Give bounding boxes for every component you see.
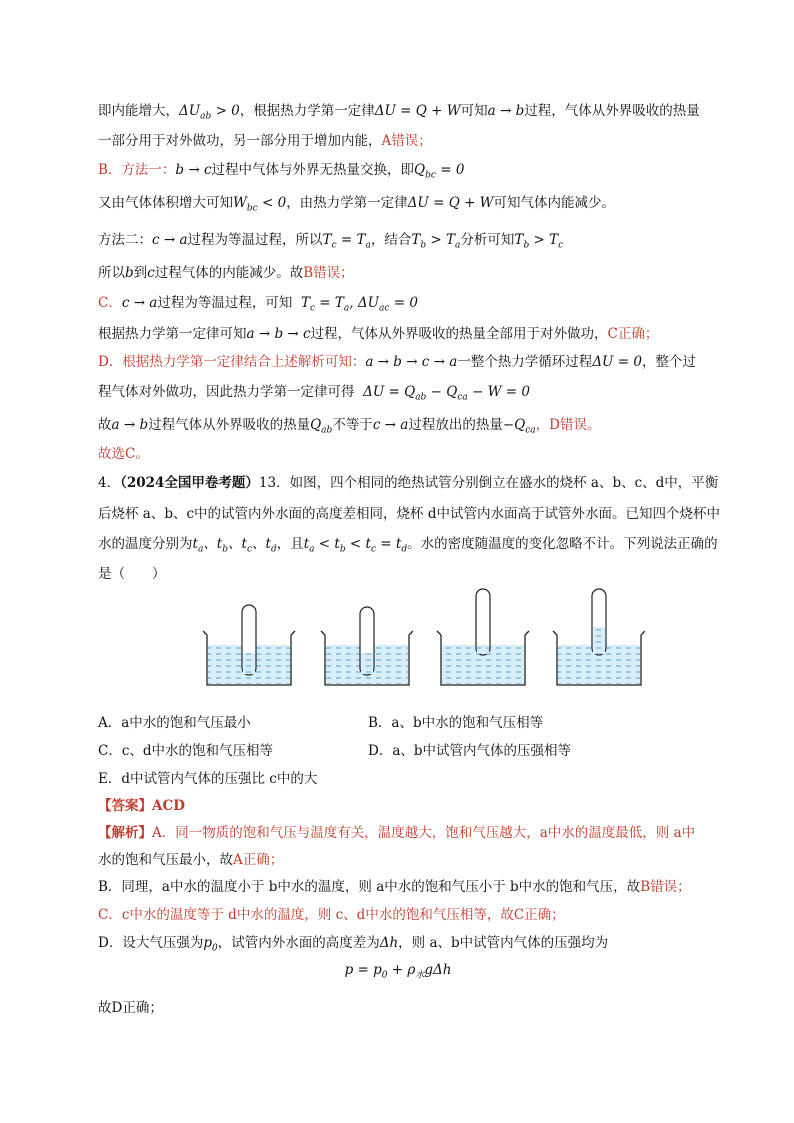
- question-line-4: [98, 562, 738, 582]
- explanation-line-7: 故D正确；: [98, 1000, 163, 1016]
- text: 一整个热力学循环过程: [457, 354, 593, 370]
- text: ，根据热力学第一定律: [239, 103, 375, 119]
- beaker-d: [553, 589, 645, 685]
- beaker-b: [321, 607, 413, 685]
- text: A错误；: [381, 133, 432, 149]
- text: A正确；: [233, 852, 284, 868]
- text: 过程，气体从外界吸收的热量: [524, 103, 700, 119]
- text: D．根据热力学第一定律结合上述解析可知：: [98, 354, 366, 370]
- explanation-line-1: [98, 821, 738, 841]
- text: ，且: [276, 536, 304, 552]
- question-line-2: [98, 502, 738, 522]
- text: 一部分用于对外做功，另一部分用于增加内能，: [98, 133, 382, 149]
- explanation-line-4: [98, 903, 738, 923]
- text-line-11: 故a → b过程气体从外界吸收的热量$Q_{ab}$不等于c → a过程放出的热量$-Q_{ca}$，D错误。: [98, 417, 601, 436]
- text: 过程气体的内能减少。故: [154, 265, 304, 281]
- text-line-5: 方法二：c → a过程为等温过程，所以$T_c = T_a$，结合$T_b > T_a$分析可知$T_b > T_c$: [98, 232, 564, 251]
- option-b: B．a、b中水的饱和气压相等: [368, 715, 544, 731]
- text: 过程中气体与外界无热量交换，即: [211, 162, 415, 178]
- text-line-2: [98, 129, 738, 149]
- text: 过程气体从外界吸收的热量: [148, 417, 311, 433]
- text-line-8: 根据热力学第一定律可知a → b → c过程，气体从外界吸收的热量全部用于对外做功，C正确；: [98, 326, 659, 342]
- text: ，整个过: [641, 354, 696, 370]
- text: 水的温度分别为: [98, 536, 193, 552]
- option-c: C．c、d中水的饱和气压相等: [98, 743, 274, 759]
- text: 可知: [460, 103, 488, 119]
- text-line-9: D．根据热力学第一定律结合上述解析可知：a → b → c → a一整个热力学循环过程ΔU = 0，整个过: [98, 354, 696, 370]
- option-d: D．a、b中试管内气体的压强相等: [368, 743, 572, 759]
- text: 过程为等温过程，所以: [187, 232, 323, 248]
- text: 方法二：: [98, 232, 152, 248]
- text: C．: [98, 295, 122, 311]
- explanation-line-2: [98, 848, 738, 868]
- text-line-7: C．c → a过程为等温过程，可知 $T_c = T_a$, $\Delta U_{ac} = 0$: [98, 295, 418, 314]
- beaker-a: [203, 605, 295, 685]
- text: 所以: [98, 265, 125, 281]
- text: 分析可知: [460, 232, 515, 248]
- text: ，D错误。: [535, 417, 601, 433]
- text: 即内能增大，: [98, 103, 179, 119]
- text: 又由气体体积增大可知: [98, 195, 233, 211]
- text: C正确；: [607, 326, 659, 342]
- formula: $p = p_0 + \rho_水g\Delta h$: [344, 962, 452, 981]
- text: A．同一物质的饱和气压与温度有关，温度越大，饱和气压越大，a中水的温度最低，则 a中: [152, 825, 696, 841]
- text: 。水的密度随温度的变化忽略不计。下列说法正确的: [407, 536, 718, 552]
- text: 可知气体内能减少。: [493, 195, 616, 211]
- text: B错误；: [303, 265, 354, 281]
- text: B错误；: [640, 879, 691, 895]
- beakers-figure: [195, 585, 645, 710]
- text: 程气体对外做功，因此热力学第一定律可得: [98, 384, 355, 400]
- text: ，试管内外水面的高度差为: [217, 935, 380, 951]
- text: B．方法一：: [98, 162, 176, 178]
- text: B．同理，a中水的温度小于 b中水的温度，则 a中水的饱和气压小于 b中水的饱和气压，故: [98, 879, 641, 895]
- text: 不等于: [332, 417, 373, 433]
- answer: 【答案】ACD: [98, 798, 185, 814]
- text: 水的饱和气压最小，故: [98, 852, 233, 868]
- question-number: 4．: [98, 475, 121, 491]
- text: 到: [133, 265, 148, 281]
- text: 过程为等温过程，可知: [157, 295, 293, 311]
- explanation-line-3: [98, 875, 738, 895]
- text: 故: [98, 417, 112, 433]
- text-line-12: [98, 442, 738, 462]
- option-e: E．d中试管内气体的压强比 c中的大: [98, 771, 318, 787]
- text-line-1: 即内能增大，$\Delta U_{ab} > 0$，根据热力学第一定律ΔU = Q + W可知a → b过程，气体从外界吸收的热量: [98, 103, 700, 122]
- option-a: A．a中水的饱和气压最小: [98, 715, 251, 731]
- text-line-10: 程气体对外做功，因此热力学第一定律可得 $\Delta U = Q_{ab} - Q_{ca} - W = 0$: [98, 384, 530, 403]
- text: 13．如图，四个相同的绝热试管分别倒立在盛水的烧杯 a、b、c、d中，平衡: [258, 475, 719, 491]
- text-line-6: 所以b到c过程气体的内能减少。故B错误；: [98, 265, 354, 281]
- text: 故选C。: [98, 446, 149, 462]
- text: ，结合: [370, 232, 412, 248]
- text-line-3: B．方法一：b → c过程中气体与外界无热量交换，即$Q_{bc} = 0$: [98, 162, 465, 181]
- question-source: （2024全国甲卷考题）: [120, 475, 259, 491]
- beaker-c: [437, 589, 529, 685]
- text: 后烧杯 a、b、c中的试管内外水面的高度差相同，烧杯 d中试管内水面高于试管外水面。已知四个烧杯中: [98, 506, 720, 522]
- text: D．设大气压强为: [98, 935, 204, 951]
- text: ，由热力学第一定律: [286, 195, 408, 211]
- text: C．c中水的温度等于 d中水的温度，则 c、d中水的饱和气压相等，故: [98, 907, 514, 923]
- text: C正确；: [513, 907, 565, 923]
- explanation-line-5: D．设大气压强为$p_0$，试管内外水面的高度差为Δh，则 a、b中试管内气体的压强均为: [98, 935, 609, 954]
- text-line-4: 又由气体体积增大可知$W_{bc} < 0$，由热力学第一定律ΔU = Q + W可知气体内能减少。: [98, 195, 616, 214]
- text: ，则 a、b中试管内气体的压强均为: [398, 935, 609, 951]
- text: 过程放出的热量: [408, 417, 503, 433]
- text: 是（ ）: [98, 566, 166, 582]
- explanation-tag: 【解析】: [98, 825, 152, 841]
- question-line-1: [98, 471, 738, 491]
- text: 过程，气体从外界吸收的热量全部用于对外做功，: [310, 326, 608, 342]
- text: 根据热力学第一定律可知: [98, 326, 247, 342]
- question-line-3: 水的温度分别为$t_a$、$t_b$、$t_c$、$t_d$，且$t_a < t_b < t_c = t_d$。水的密度随温度的变化忽略不计。下列说法正确的: [98, 536, 718, 555]
